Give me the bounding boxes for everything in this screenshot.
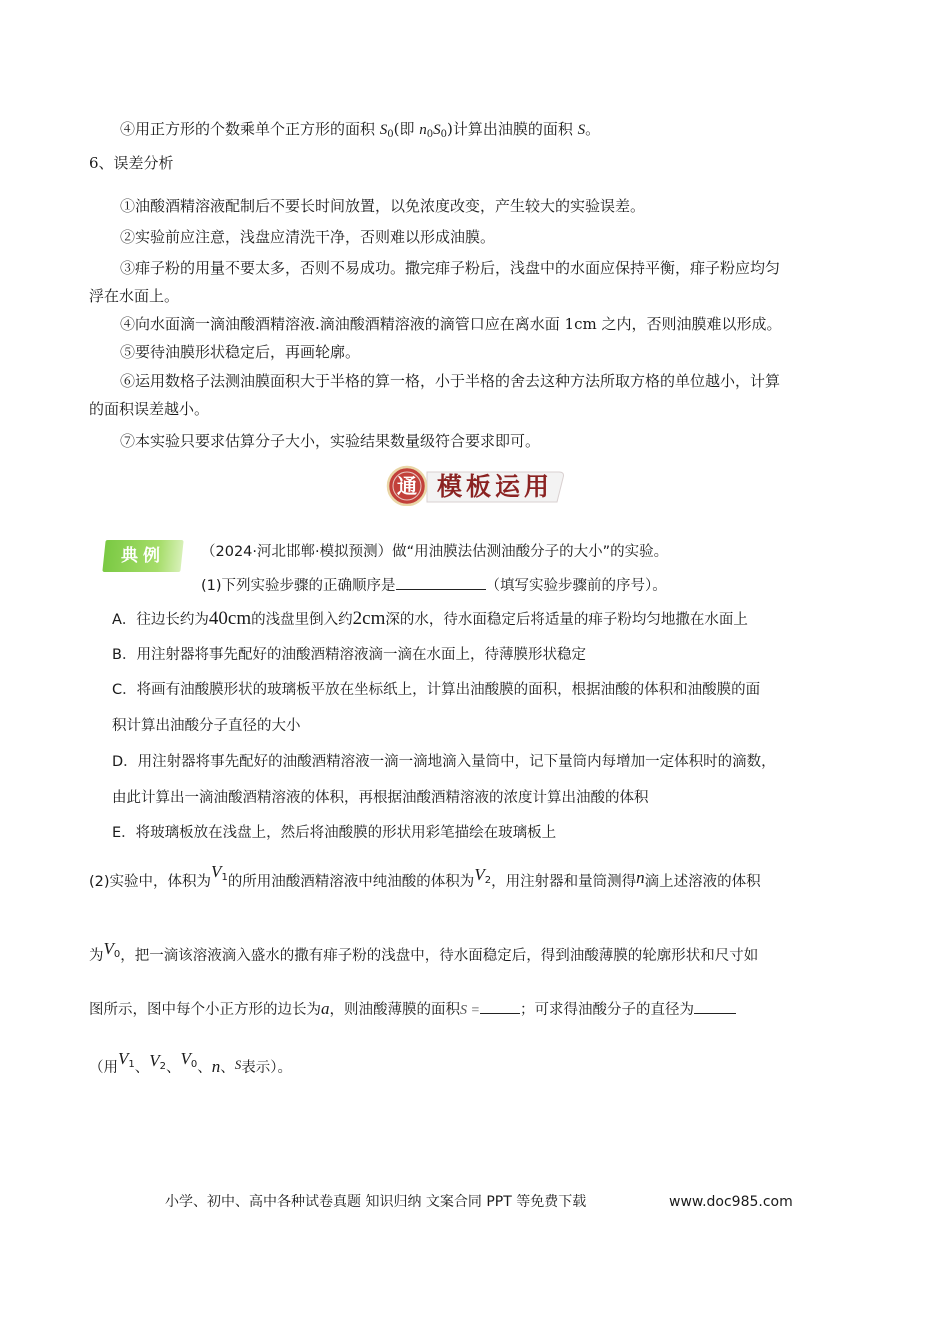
section-heading: 6、误差分析: [89, 154, 174, 172]
text: ，用注射器和量筒测得: [491, 874, 637, 890]
var-s: S: [577, 122, 586, 138]
question-1: [201, 575, 667, 597]
text: 的浅盘里倒入约: [251, 612, 353, 628]
var-v: V: [211, 862, 222, 881]
text: ，把一滴该溶液滴入盛水的撒有痱子粉的浅盘中，待水面稳定后，得到油酸薄膜的轮廓形状和尺寸如: [120, 948, 759, 964]
error-item: ⑥运用数格子法测油膜面积大于半格的算一格，小于半格的舍去这种方法所取方格的单位越小，计算: [120, 372, 781, 390]
var-a: a: [321, 999, 330, 1018]
sub: 0: [426, 129, 434, 140]
var-n: n: [636, 868, 645, 887]
text: 深的水，待水面稳定后将适量的痱子粉均匀地撒在水面上: [385, 612, 748, 628]
sub: 0: [190, 1059, 198, 1070]
example-tag: [102, 540, 183, 572]
sub: 2: [159, 1061, 167, 1072]
var-v: V: [474, 865, 485, 884]
sep: 、: [220, 1060, 235, 1076]
option-b: B．用注射器将事先配好的油酸酒精溶液滴一滴在水面上，待薄膜形状稳定: [112, 647, 586, 663]
text: )计算出油膜的面积: [447, 120, 578, 138]
error-item: ⑦本实验只要求估算分子大小，实验结果数量级符合要求即可。: [120, 432, 541, 450]
example-source: （2024·河北邯郸·模拟预测）做“用油膜法估测油酸分子的大小”的实验。: [201, 544, 669, 560]
error-item: ②实验前应注意，浅盘应清洗干净，否则难以形成油膜。: [120, 228, 496, 246]
var-s0: S: [379, 122, 388, 138]
template-banner: [383, 462, 569, 506]
var-v: V: [180, 1049, 191, 1068]
error-item: ③痱子粉的用量不要太多，否则不易成功。撒完痱子粉后，浅盘中的水面应保持平衡，痱子粉应均匀: [120, 259, 781, 277]
value: 2cm: [352, 608, 386, 629]
banner-title: 模板运用: [437, 472, 554, 501]
item-4-area: [120, 118, 600, 146]
error-item: 浮在水面上。: [89, 287, 180, 305]
example-tag-label: 典例: [121, 546, 165, 566]
sub: 1: [128, 1059, 135, 1070]
var-v: V: [103, 939, 114, 958]
text: 滴上述溶液的体积: [644, 874, 761, 890]
option-e: E．将玻璃板放在浅盘上，然后将油酸膜的形状用彩笔描绘在玻璃板上: [112, 825, 557, 841]
text: (即: [393, 120, 420, 138]
text: ，则油酸薄膜的面积: [329, 1002, 460, 1018]
error-item: ④向水面滴一滴油酸酒精溶液.滴油酸酒精溶液的滴管口应在离水面 1cm 之内，否则油膜难以形成。: [120, 315, 782, 333]
question-2-line4: [89, 1049, 293, 1084]
text: (2)实验中，体积为: [89, 874, 212, 890]
sep: 、: [134, 1060, 150, 1076]
text: 为: [89, 948, 104, 964]
option-d: D．用注射器将事先配好的油酸酒精溶液一滴一滴地滴入量筒中，记下量筒内每增加一定体积时的滴数，: [112, 754, 776, 770]
var-s0: S: [433, 122, 441, 138]
error-item: ①油酸酒精溶液配制后不要长时间放置，以免浓度改变，产生较大的实验误差。: [120, 197, 646, 215]
sep: 、: [166, 1060, 181, 1076]
option-c-cont: 积计算出油酸分子直径的大小: [112, 718, 301, 734]
question-2-line3: [89, 998, 736, 1022]
answer-blank: [480, 999, 520, 1014]
sub: 0: [387, 129, 394, 140]
text: （填写实验步骤前的序号）。: [485, 578, 667, 594]
text: A．往边长约为: [112, 612, 209, 628]
footer-text: 小学、初中、高中各种试卷真题 知识归纳 文案合同 PPT 等免费下载: [165, 1194, 587, 1210]
option-a: [112, 608, 748, 631]
text: (1)下列实验步骤的正确顺序是: [201, 578, 396, 594]
sub: 0: [113, 949, 121, 960]
text: （用: [89, 1060, 118, 1076]
error-item: 的面积误差越小。: [89, 400, 210, 418]
question-2: [89, 862, 761, 898]
text: 。: [585, 120, 601, 138]
var-s-eq: S =: [460, 1003, 480, 1018]
error-item: ⑤要待油膜形状稳定后，再画轮廓。: [120, 343, 361, 361]
sub: 2: [484, 875, 492, 886]
option-c: C．将画有油酸膜形状的玻璃板平放在坐标纸上，计算出油酸膜的面积，根据油酸的体积和油酸膜的面: [112, 682, 761, 698]
text: ；可求得油酸分子的直径为: [519, 1002, 694, 1018]
var-n: n: [211, 1057, 221, 1076]
sub: 1: [221, 872, 228, 883]
var-v: V: [149, 1051, 160, 1070]
answer-blank: [694, 999, 736, 1014]
var-v: V: [118, 1049, 129, 1068]
question-2-line2: [89, 939, 759, 972]
text: 的所用油酸酒精溶液中纯油酸的体积为: [227, 874, 475, 890]
banner-badge: 通: [397, 474, 417, 498]
option-d-cont: 由此计算出一滴油酸酒精溶液的体积，再根据油酸酒精溶液的浓度计算出油酸的体积: [112, 790, 649, 806]
answer-blank: [396, 575, 486, 590]
text: 表示）。: [241, 1060, 293, 1076]
sep: 、: [197, 1060, 212, 1076]
value: 40cm: [208, 608, 252, 629]
var-n0: n: [419, 122, 427, 138]
text: 图所示，图中每个小正方形的边长为: [89, 1002, 321, 1018]
var-s: S: [234, 1057, 242, 1072]
text: ④用正方形的个数乘单个正方形的面积: [120, 120, 380, 138]
sub: 0: [440, 129, 448, 140]
footer-link[interactable]: www.doc985.com: [669, 1194, 793, 1210]
